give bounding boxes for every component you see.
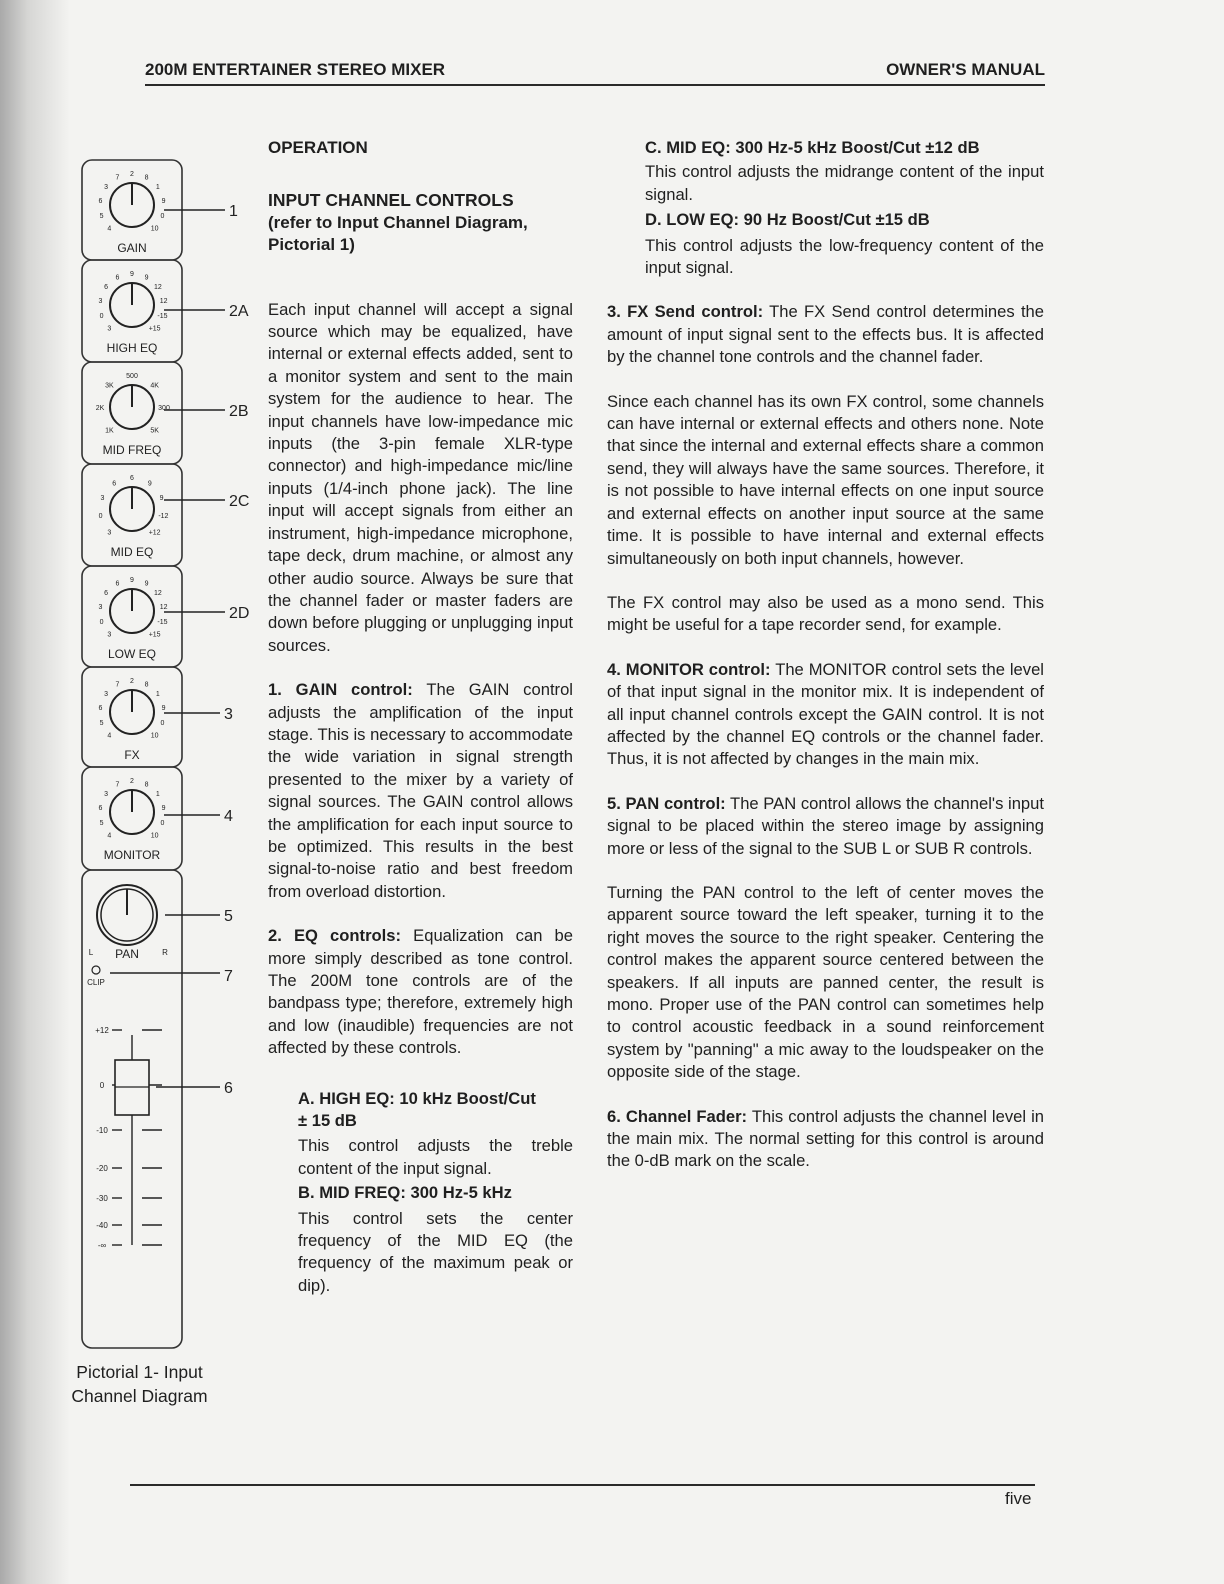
eq-body: Equalization can be more simply described as tone control. The 200M tone controls are of the bandpass type; therefore, extremely high and low (inaudible) frequencies are not affected by these controls.	[268, 926, 573, 1058]
knob-scale-label: 1	[155, 691, 160, 699]
knob-scale-label: 0	[160, 819, 165, 827]
header-manual-label: OWNER'S MANUAL	[886, 60, 1045, 79]
knob-scale-label: 2	[130, 778, 134, 785]
knob-scale-label: 8	[144, 174, 149, 182]
knob-scale-label: 3	[104, 184, 109, 192]
fader-paragraph	[607, 1106, 1044, 1173]
header-title: 200M ENTERTAINER STEREO MIXER	[145, 60, 446, 79]
knob-scale-label: 3K	[105, 382, 114, 390]
pan-right-label: R	[162, 948, 168, 957]
low-eq-title	[645, 209, 1044, 231]
scan-shadow	[0, 0, 70, 1584]
knob-scale-label: 4K	[150, 382, 159, 390]
pan-label: PAN	[115, 947, 139, 961]
knob-scale-label: 3	[107, 325, 112, 333]
knob-scale-label: 6	[104, 284, 109, 292]
knob-label: FX	[124, 748, 140, 762]
knob-scale-label: 9	[144, 274, 149, 282]
knob-scale-label: 0	[99, 312, 104, 320]
clip-label: CLIP	[87, 978, 105, 987]
knob-scale-label: 4	[107, 832, 112, 840]
high-eq-title-line-1: A. HIGH EQ: 10 kHz Boost/Cut	[298, 1088, 536, 1108]
knob-scale-label: 9	[144, 580, 149, 588]
knob-scale-label: -15	[157, 618, 168, 626]
fader-scale-label: -40	[96, 1221, 108, 1230]
subsection-heading: INPUT CHANNEL CONTROLS	[268, 190, 514, 211]
fader-title: 6. Channel Fader:	[607, 1106, 748, 1126]
knob-label: HIGH EQ	[106, 341, 158, 355]
knob-scale-label: -15	[157, 312, 168, 320]
knob-scale-label: 3	[107, 529, 112, 537]
knob-scale-label: +12	[148, 529, 161, 537]
fader-scale-label: +12	[95, 1026, 109, 1035]
knob-scale-label: 9	[161, 804, 166, 812]
knob-scale-label: 5	[99, 212, 104, 220]
knob-scale-label: 6	[98, 804, 103, 812]
mid-eq-title	[645, 137, 1044, 159]
eq-paragraph	[268, 925, 573, 1059]
fx-paragraph-3: The FX control may also be used as a mono send. This might be useful for a tape recorder send, for example.	[607, 592, 1044, 635]
gain-paragraph	[268, 679, 573, 903]
pan-paragraph	[607, 793, 1044, 860]
knob-scale-label: 2K	[95, 405, 105, 412]
callout-number: 1	[229, 203, 238, 220]
monitor-title: 4. MONITOR control:	[607, 659, 771, 679]
knob-scale-label: 6	[115, 580, 120, 588]
high-eq-title	[298, 1088, 573, 1133]
knob-scale-label: 12	[159, 297, 168, 305]
mid-freq-title-text: B. MID FREQ: 300 Hz-5 kHz	[298, 1183, 512, 1203]
knob-scale-label: 3	[100, 494, 105, 502]
knob-scale-label: 3	[107, 631, 112, 639]
knob-scale-label: 6	[98, 704, 103, 712]
knob-scale-label: 8	[144, 681, 149, 689]
knob-label: LOW EQ	[107, 647, 157, 661]
callout-number: 7	[224, 968, 233, 985]
knob-scale-label: 10	[150, 732, 159, 740]
knob-label: MONITOR	[103, 848, 161, 862]
knob-scale-label: 7	[115, 174, 120, 182]
knob-scale-label: 9	[130, 577, 134, 584]
pan-body: The PAN control allows the channel's input signal to be placed within the stereo image by assigning more or less of the signal to the SUB L or SUB R controls.	[607, 793, 1044, 858]
monitor-paragraph	[607, 659, 1044, 771]
knob-scale-label: 7	[115, 681, 120, 689]
pan-paragraph-2: Turning the PAN control to the left of center moves the apparent source toward the left speaker, turning it to the right moves the source to the right speaker. Centering the control makes the apparent source centered between the speakers. If all inputs are panned center, the result is mono. Proper use of the PAN control can sometimes help to control acoustic feedback in a sound reinforcement system by "panning" a mic away to the loudspeaker on the opposite side of the stage.	[607, 882, 1044, 1082]
fader-scale-label: -20	[96, 1164, 108, 1173]
fx-title: 3. FX Send control:	[607, 302, 764, 322]
callout-number: 4	[224, 808, 233, 825]
knob-scale-label: 9	[161, 704, 166, 712]
caption-line-2: Channel Diagram	[71, 1386, 208, 1406]
diagram-caption	[52, 1360, 227, 1408]
knob-scale-label: 5K	[150, 427, 159, 435]
callout-number: 2C	[229, 493, 250, 510]
gain-title: 1. GAIN control:	[268, 680, 413, 700]
knob-scale-label: 9	[130, 271, 134, 278]
page-number: five	[1005, 1489, 1032, 1508]
knob-scale-label: 300	[158, 405, 170, 412]
clip-led	[92, 966, 100, 974]
knob-label: MID FREQ	[102, 443, 162, 457]
knob-label: GAIN	[117, 241, 147, 255]
knob-scale-label: +15	[148, 631, 161, 639]
low-eq-title-text: D. LOW EQ: 90 Hz Boost/Cut ±15 dB	[645, 210, 930, 230]
knob-scale-label: 3	[98, 297, 103, 305]
low-eq-body: This control adjusts the low-frequency content of the input signal.	[645, 235, 1044, 278]
knob-scale-label: 8	[144, 781, 149, 789]
knob-scale-label: 7	[115, 781, 120, 789]
knob-scale-label: 2	[130, 171, 134, 178]
knob-scale-label: 0	[160, 719, 165, 727]
knob-scale-label: -12	[158, 513, 169, 521]
mid-freq-body: This control sets the center frequency of the MID EQ (the frequency of the maximum peak or dip).	[298, 1208, 573, 1295]
high-eq-body: This control adjusts the treble content of the input signal.	[298, 1136, 573, 1178]
knob-scale-label: 0	[98, 513, 103, 521]
footer-rule	[130, 1484, 1035, 1486]
knob-scale-label: 2	[130, 678, 134, 685]
input-channel-diagram	[70, 155, 270, 1355]
section-heading: OPERATION	[268, 138, 368, 157]
knob-scale-label: 5	[99, 719, 104, 727]
eq-title: 2. EQ controls:	[268, 926, 402, 946]
knob-scale-label: 6	[130, 475, 134, 482]
knob-scale-label: 9	[147, 480, 152, 488]
mid-eq-body: This control adjusts the midrange content of the input signal.	[645, 162, 1044, 204]
knob-scale-label: 0	[160, 212, 165, 220]
callout-number: 5	[224, 908, 233, 925]
callout-number: 6	[224, 1080, 233, 1097]
intro-paragraph: Each input channel will accept a signal source which may be equalized, have internal or external effects added, sent to a monitor system and sent to the main system for the audience to hear. The input channels have low-impedance mic inputs (the 3-pin female XLR-type connector) and high-impedance mic/line inputs (1/4-inch phone jack). The line input will accept signals from either an instrument, high-impedance microphone, tape deck, drum machine, or almost any other audio source. Always be sure that the channel fader or master faders are down before plugging or unplugging input sources.	[268, 299, 573, 655]
callout-number: 3	[224, 706, 233, 723]
knob-scale-label: 3	[104, 791, 109, 799]
text-column-right	[607, 137, 1044, 1173]
knob-scale-label: 6	[112, 480, 117, 488]
callout-number: 2B	[229, 403, 249, 420]
callout-number: 2D	[229, 605, 250, 622]
monitor-body: The MONITOR control sets the level of that input signal in the monitor mix. It is independent of all input channel controls except the GAIN control. It is not affected by the channel EQ controls or the channel fader. Thus, it is not affected by changes in the main mix.	[607, 659, 1044, 769]
high-eq-title-line-2: ± 15 dB	[298, 1111, 357, 1131]
knob-scale-label: 4	[107, 732, 112, 740]
knob-scale-label: 3	[98, 603, 103, 611]
fx-paragraph-2: Since each channel has its own FX control, some channels can have internal or external effects and others none. Note that since the internal and external effects share a common send, they will always have the same sources. Therefore, it is not possible to have internal effects on one input source and external effects on another input source at the same time. It is possible to have internal and external effects simultaneously on both input channels, however.	[607, 391, 1044, 568]
knob-scale-label: 500	[126, 373, 138, 380]
pan-title: 5. PAN control:	[607, 793, 726, 813]
knob-scale-label: 6	[104, 590, 109, 598]
text-column-left	[268, 137, 573, 1297]
fader-scale-label: -30	[96, 1194, 108, 1203]
knob-scale-label: 4	[107, 225, 112, 233]
fader-scale-label: -10	[96, 1126, 108, 1135]
knob-scale-label: 1	[155, 791, 160, 799]
pan-left-label: L	[88, 948, 94, 957]
knob-scale-label: 12	[153, 590, 162, 598]
knob-scale-label: 3	[104, 691, 109, 699]
subsection-reference-1: (refer to Input Channel Diagram,	[268, 212, 528, 232]
knob-scale-label: 9	[159, 494, 164, 502]
knob-scale-label: 6	[115, 274, 120, 282]
callout-number: 2A	[229, 303, 249, 320]
mid-eq-title-text: C. MID EQ: 300 Hz-5 kHz Boost/Cut ±12 dB	[645, 138, 980, 157]
channel-strip-svg	[70, 155, 270, 1355]
mid-freq-title	[298, 1182, 573, 1204]
knob-scale-label: 1K	[105, 427, 114, 435]
gain-body: The GAIN control adjusts the amplification of the input stage. This is necessary to accommodate the wide variation in signal strength presented to the mixer by a variety of signal sources. The GAIN control allows the amplification for each input source to be optimized. This results in the best signal-to-noise ratio and best freedom from overload distortion.	[268, 680, 573, 901]
knob-scale-label: 6	[98, 197, 103, 205]
knob-scale-label: +15	[148, 325, 161, 333]
fx-body: The FX Send control determines the amount of input signal sent to the effects bus. It is affected by the channel tone controls and the channel fader.	[607, 302, 1045, 367]
knob-scale-label: 12	[153, 284, 162, 292]
knob-label: MID EQ	[110, 545, 154, 559]
knob-scale-label: 0	[99, 618, 104, 626]
fader-body: This control adjusts the channel level in the main mix. The normal setting for this control is around the 0-dB mark on the scale.	[607, 1106, 1044, 1171]
page-header	[145, 56, 1045, 86]
knob-scale-label: 10	[150, 225, 159, 233]
caption-line-1: Pictorial 1- Input	[76, 1362, 203, 1382]
subsection-reference-2: Pictorial 1)	[268, 235, 355, 255]
knob-scale-label: 9	[161, 197, 166, 205]
knob-scale-label: 12	[159, 603, 168, 611]
knob-scale-label: 5	[99, 819, 104, 827]
fader-scale-label: -∞	[97, 1241, 107, 1250]
knob-scale-label: 1	[155, 184, 160, 192]
knob-scale-label: 10	[150, 832, 159, 840]
fx-paragraph	[607, 301, 1044, 368]
fader-scale-label: 0	[99, 1081, 105, 1090]
